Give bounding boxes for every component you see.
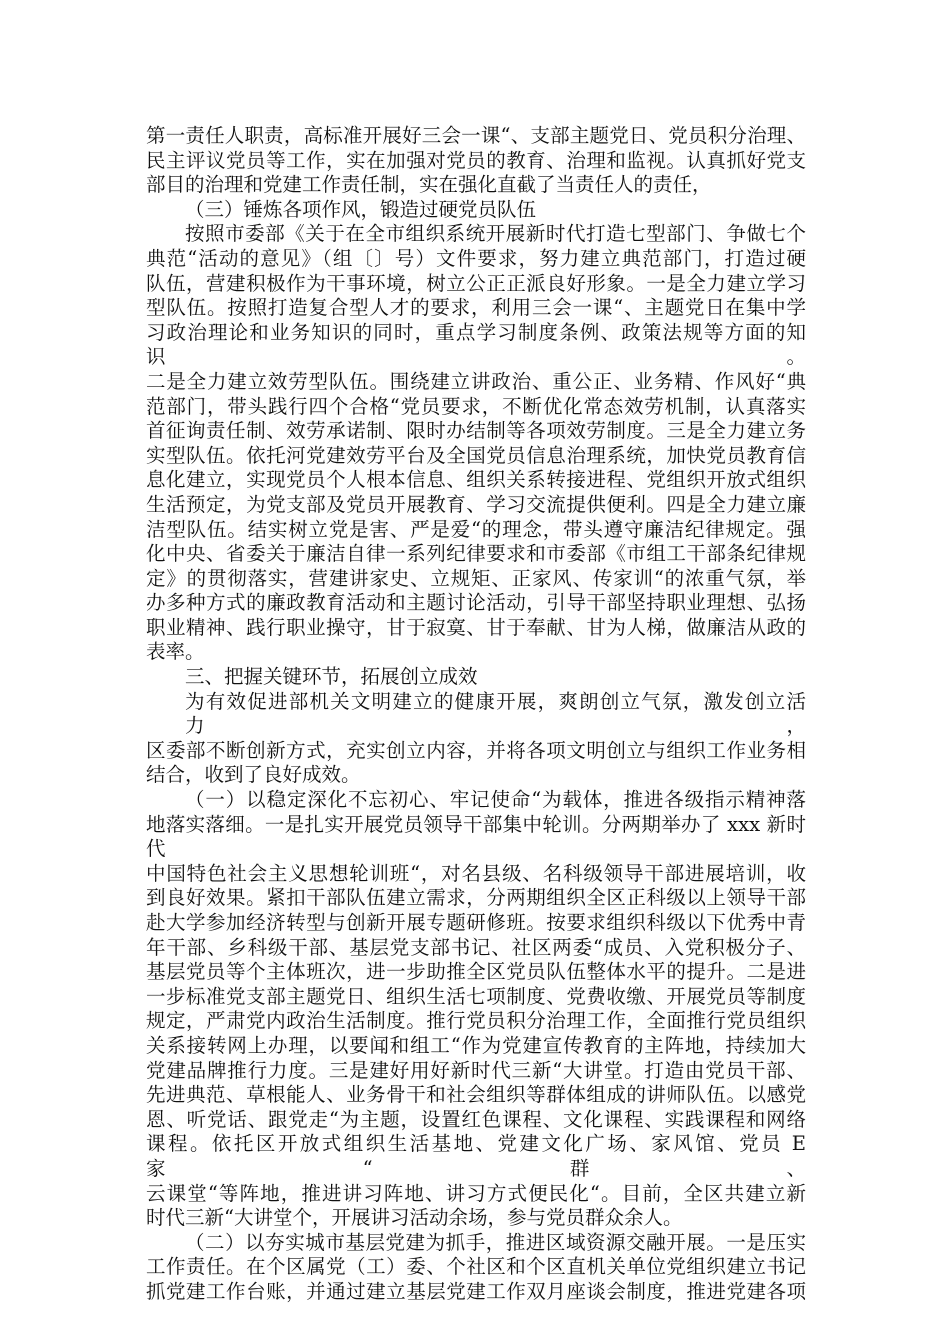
document-page (146, 124, 806, 1305)
text-line: 时代三新“大讲堂个，开展讲习活动余场，参与党员群众余人。 (146, 1206, 683, 1230)
text-line: 定》的贯彻落实，营建讲家史、立规矩、正家风、传家训“的浓重气氛，举 (146, 566, 806, 590)
text-line: 地落实落细。一是扎实开展党员领导干部集中轮训。分两期举办了 xxx 新时代 (146, 812, 806, 861)
text-line: （一）以稳定深化不忘初心、牢记使命“为载体，推进各级指示精神落 (185, 788, 806, 812)
text-line: 二是全力建立效劳型队伍。围绕建立讲政治、重公正、业务精、作风好“典 (146, 369, 806, 393)
text-line: 表率。 (146, 640, 205, 664)
text-line: 抓党建工作台账，并通过建立基层党建工作双月座谈会制度，推进党建各项 (146, 1279, 806, 1303)
text-line: 课程。依托区开放式组织生活基地、党建文化广场、家风馆、党员 E 家“群、 (146, 1132, 806, 1180)
text-line: 洁型队伍。结实树立党是害、严是爱“的理念，带头遵守廉洁纪律规定。强 (146, 517, 806, 541)
text-line: 首征询责任制、效劳承诺制、限时办结制等各项效劳制度。三是全力建立务 (146, 419, 806, 443)
text-line: 党建品牌推行力度。三是建好用好新时代三新“大讲堂。打造由党员干部、 (146, 1058, 806, 1082)
text-line: （二）以夯实城市基层党建为抓手，推进区域资源交融开展。一是压实 (185, 1230, 806, 1254)
text-line: 恩、听党话、跟党走“为主题，设置红色课程、文化课程、实践课程和网络 (146, 1107, 806, 1131)
text-line: 中国特色社会主义思想轮训班“，对名县级、名科级领导干部进展培训，收 (146, 861, 806, 885)
text-line: 赴大学参加经济转型与创新开展专题研修班。按要求组织科级以下优秀中青 (146, 911, 806, 934)
text-line: 办多种方式的廉政教育活动和主题讨论活动，引导干部坚持职业理想、弘扬 (146, 591, 806, 615)
text-line: 云课堂“等阵地，推进讲习阵地、讲习方式便民化“。目前，全区共建立新 (146, 1181, 806, 1205)
text-line: 典范“活动的意见》（组〔〕号）文件要求，努力建立典范部门，打造过硬 (146, 246, 806, 270)
text-line: 息化建立，实现党员个人根本信息、组织关系转接进程、党组织开放式组织 (146, 468, 806, 492)
text-line: 先进典范、草根能人、业务骨干和社会组织等群体组成的讲师队伍。以感党 (146, 1083, 806, 1107)
text-line: 基层党员等个主体班次，进一步助推全区党员队伍整体水平的提升。二是进 (146, 960, 806, 984)
text-line: 为有效促进部机关文明建立的健康开展，爽朗创立气氛，激发创立活力， (185, 689, 806, 738)
text-line: 一步标准党支部主题党日、组织生活七项制度、党费收缴、开展党员等制度 (146, 984, 806, 1008)
text-line: 习政治理论和业务知识的同时，重点学习制度条例、政策法规等方面的知识。 (146, 320, 806, 369)
text-line: 关系接转网上办理，以要闻和组工“作为党建宣传教育的主阵地，持续加大 (146, 1033, 806, 1057)
text-line: 化中央、省委关于廉洁自律一系列纪律要求和市委部《市组工干部条纪律规 (146, 542, 806, 566)
text-line: 队伍，营建积极作为干事环境，树立公正正派良好形象。一是全力建立学习 (146, 271, 806, 295)
text-line: 结合，收到了良好成效。 (146, 763, 361, 787)
text-line: 三、把握关键环节，拓展创立成效 (185, 665, 478, 689)
text-line: 规定，严肃党内政治生活制度。推行党员积分治理工作，全面推行党员组织 (146, 1009, 806, 1033)
text-line: 工作责任。在个区属党（工）委、个社区和个区直机关单位党组织建立书记 (146, 1255, 806, 1279)
text-line: 生活预定，为党支部及党员开展教育、学习交流提供便利。四是全力建立廉 (146, 492, 806, 516)
text-line: （三）锤炼各项作风，锻造过硬党员队伍 (185, 197, 537, 221)
text-line: 民主评议党员等工作，实在加强对党员的教育、治理和监视。认真抓好党支 (146, 148, 806, 172)
text-line: 范部门，带头践行四个合格“党员要求，不断优化常态效劳机制，认真落实 (146, 394, 806, 418)
text-line: 型队伍。按照打造复合型人才的要求，利用三会一课“、主题党日在集中学 (146, 296, 806, 320)
text-line: 实型队伍。依托河党建效劳平台及全国党员信息治理系统，加快党员教育信 (146, 443, 806, 467)
text-line: 职业精神、践行职业操守，甘于寂寞、甘于奉献、甘为人梯，做廉洁从政的 (146, 615, 806, 639)
text-line: 到良好效果。紧扣干部队伍建立需求，分两期组织全区正科级以上领导干部 (146, 886, 806, 910)
text-line: 区委部不断创新方式，充实创立内容，并将各项文明创立与组织工作业务相 (146, 738, 806, 762)
text-line: 按照市委部《关于在全市组织系统开展新时代打造七型部门、争做七个 (185, 222, 806, 246)
text-line: 年干部、乡科级干部、基层党支部书记、社区两委“成员、入党积极分子、 (146, 935, 806, 959)
text-line: 第一责任人职责，高标准开展好三会一课“、支部主题党日、党员积分治理、 (146, 124, 806, 147)
text-line: 部目的治理和党建工作责任制，实在强化直截了当责任人的责任， (146, 173, 712, 197)
